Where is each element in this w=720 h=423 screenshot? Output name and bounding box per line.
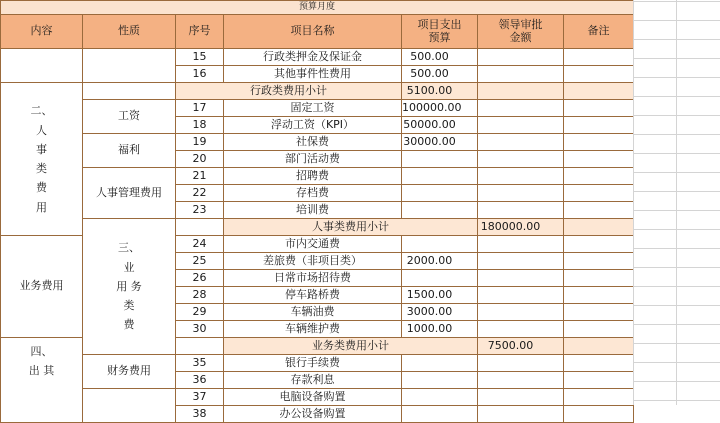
item-name-cell[interactable]: 其他事件性费用 <box>224 66 402 83</box>
approved-cell[interactable] <box>478 100 564 117</box>
item-name-cell[interactable]: 日常市场招待费 <box>224 270 402 287</box>
remark-cell[interactable] <box>564 355 634 372</box>
budget-cell[interactable] <box>402 389 478 406</box>
approved-cell[interactable] <box>478 287 564 304</box>
section-other-label: 四、 出 其 <box>28 345 55 378</box>
nature-salary[interactable]: 工资 <box>83 100 176 134</box>
seq-cell[interactable]: 29 <box>176 304 224 321</box>
subtotal-label-personnel[interactable]: 人事类费用小计 <box>224 219 478 236</box>
item-name-cell[interactable]: 电脑设备购置 <box>224 389 402 406</box>
header-nature[interactable]: 性质 <box>83 15 176 49</box>
remark-cell[interactable] <box>564 202 634 219</box>
item-name-cell[interactable]: 车辆维护费 <box>224 321 402 338</box>
seq-cell[interactable]: 37 <box>176 389 224 406</box>
item-name-cell[interactable]: 停车路桥费 <box>224 287 402 304</box>
remark-cell[interactable] <box>564 117 634 134</box>
empty-grid-area[interactable] <box>633 0 720 405</box>
content-cell[interactable] <box>1 49 83 83</box>
budget-cell[interactable]: 3000.00 <box>402 304 478 321</box>
item-name-cell[interactable]: 浮动工资（KPI） <box>224 117 402 134</box>
approved-cell[interactable] <box>478 185 564 202</box>
seq-cell[interactable]: 20 <box>176 151 224 168</box>
nature-cell[interactable] <box>176 219 224 236</box>
seq-cell[interactable]: 16 <box>176 66 224 83</box>
nature-finance[interactable]: 财务费用 <box>83 355 176 389</box>
remark-cell[interactable] <box>564 270 634 287</box>
subtotal-budget-business[interactable]: 7500.00 <box>478 338 564 355</box>
approved-cell[interactable] <box>478 49 564 66</box>
seq-cell[interactable]: 36 <box>176 372 224 389</box>
budget-cell[interactable]: 1000.00 <box>402 321 478 338</box>
section-business[interactable] <box>83 219 176 355</box>
approved-cell[interactable] <box>478 253 564 270</box>
item-name-cell[interactable]: 招聘费 <box>224 168 402 185</box>
approved-cell[interactable] <box>478 304 564 321</box>
seq-cell[interactable]: 21 <box>176 168 224 185</box>
seq-cell[interactable]: 30 <box>176 321 224 338</box>
approved-cell[interactable] <box>478 355 564 372</box>
remark-cell[interactable] <box>564 83 634 100</box>
sheet-title[interactable]: 预算月度 <box>1 1 634 15</box>
remark-cell[interactable] <box>564 321 634 338</box>
approved-cell[interactable] <box>478 202 564 219</box>
remark-cell[interactable] <box>564 406 634 423</box>
remark-cell[interactable] <box>564 168 634 185</box>
approved-cell[interactable] <box>478 236 564 253</box>
remark-cell[interactable] <box>564 287 634 304</box>
item-name-cell[interactable]: 培训费 <box>224 202 402 219</box>
seq-cell[interactable]: 28 <box>176 287 224 304</box>
nature-welfare[interactable]: 福利 <box>83 134 176 168</box>
budget-cell[interactable] <box>402 236 478 253</box>
subtotal-label-business[interactable]: 业务类费用小计 <box>224 338 478 355</box>
item-name-cell[interactable]: 存档费 <box>224 185 402 202</box>
approved-cell[interactable] <box>478 372 564 389</box>
seq-cell[interactable]: 17 <box>176 100 224 117</box>
approved-cell[interactable] <box>478 270 564 287</box>
subtotal-budget-personnel[interactable]: 180000.00 <box>478 219 564 236</box>
budget-cell[interactable]: 2000.00 <box>402 253 478 270</box>
header-budget[interactable]: 项目支出 预算 <box>402 15 478 49</box>
section-other[interactable] <box>1 338 83 423</box>
remark-cell[interactable] <box>564 389 634 406</box>
approved-cell[interactable] <box>478 134 564 151</box>
item-name-cell[interactable]: 存款利息 <box>224 372 402 389</box>
nature-cell[interactable] <box>83 83 176 100</box>
nature-cell[interactable] <box>83 49 176 83</box>
budget-cell[interactable] <box>402 372 478 389</box>
item-name-cell[interactable]: 行政类押金及保证金 <box>224 49 402 66</box>
seq-cell[interactable]: 38 <box>176 406 224 423</box>
remark-cell[interactable] <box>564 151 634 168</box>
section-business-label-a: 三、 <box>118 241 140 255</box>
budget-cell[interactable] <box>402 151 478 168</box>
approved-cell[interactable] <box>478 151 564 168</box>
item-name-cell[interactable]: 差旅费（非项目类） <box>224 253 402 270</box>
approved-cell[interactable] <box>478 117 564 134</box>
header-approved[interactable]: 领导审批 金额 <box>478 15 564 49</box>
seq-cell[interactable]: 35 <box>176 355 224 372</box>
budget-cell[interactable]: 30000.00 <box>402 134 478 151</box>
header-seq[interactable]: 序号 <box>176 15 224 49</box>
budget-cell[interactable]: 1500.00 <box>402 287 478 304</box>
subtotal-budget-admin[interactable]: 5100.00 <box>402 83 478 100</box>
seq-cell[interactable]: 18 <box>176 117 224 134</box>
section-personnel-label: 二、 人 事 类 费 用 <box>30 104 53 214</box>
budget-cell[interactable]: 50000.00 <box>402 117 478 134</box>
budget-cell[interactable]: 500.00 <box>402 66 478 83</box>
header-content[interactable]: 内容 <box>1 15 83 49</box>
item-name-cell[interactable]: 办公设备购置 <box>224 406 402 423</box>
approved-cell[interactable] <box>478 83 564 100</box>
seq-cell[interactable]: 15 <box>176 49 224 66</box>
approved-cell[interactable] <box>478 168 564 185</box>
item-name-cell[interactable]: 部门活动费 <box>224 151 402 168</box>
approved-cell[interactable] <box>478 66 564 83</box>
header-remark[interactable]: 备注 <box>564 15 634 49</box>
grid-column-line <box>676 0 677 405</box>
budget-cell[interactable] <box>402 202 478 219</box>
remark-cell[interactable] <box>564 253 634 270</box>
seq-cell[interactable]: 23 <box>176 202 224 219</box>
item-name-cell[interactable]: 市内交通费 <box>224 236 402 253</box>
remark-cell[interactable] <box>564 134 634 151</box>
budget-cell[interactable] <box>402 270 478 287</box>
item-name-cell[interactable]: 社保费 <box>224 134 402 151</box>
remark-cell[interactable] <box>564 185 634 202</box>
remark-cell[interactable] <box>564 66 634 83</box>
seq-cell[interactable]: 22 <box>176 185 224 202</box>
item-name-cell[interactable]: 银行手续费 <box>224 355 402 372</box>
remark-cell[interactable] <box>564 100 634 117</box>
remark-cell[interactable] <box>564 304 634 321</box>
budget-cell[interactable] <box>402 355 478 372</box>
remark-cell[interactable] <box>564 372 634 389</box>
nature-cell[interactable] <box>176 338 224 355</box>
budget-cell[interactable]: 100000.00 <box>402 100 478 117</box>
subtotal-label-admin[interactable]: 行政类费用小计 <box>176 83 402 100</box>
budget-cell[interactable] <box>402 406 478 423</box>
approved-cell[interactable] <box>564 338 634 355</box>
seq-cell[interactable]: 25 <box>176 253 224 270</box>
approved-cell[interactable] <box>478 321 564 338</box>
seq-cell[interactable]: 24 <box>176 236 224 253</box>
item-name-cell[interactable]: 车辆油费 <box>224 304 402 321</box>
nature-business[interactable]: 业务费用 <box>1 236 83 338</box>
approved-cell[interactable] <box>478 406 564 423</box>
remark-cell[interactable] <box>564 236 634 253</box>
header-item-name[interactable]: 项目名称 <box>224 15 402 49</box>
seq-cell[interactable]: 26 <box>176 270 224 287</box>
budget-cell[interactable] <box>402 185 478 202</box>
budget-cell[interactable] <box>402 168 478 185</box>
nature-hr-management[interactable]: 人事管理费用 <box>83 168 176 219</box>
approved-cell[interactable] <box>478 389 564 406</box>
section-business-label-b: 业 用 务 类 费 <box>116 260 142 332</box>
approved-cell[interactable] <box>564 219 634 236</box>
item-name-cell[interactable]: 固定工资 <box>224 100 402 117</box>
remark-cell[interactable] <box>564 49 634 66</box>
budget-cell[interactable]: 500.00 <box>402 49 478 66</box>
nature-cell[interactable] <box>83 389 176 423</box>
section-personnel[interactable] <box>1 83 83 236</box>
seq-cell[interactable]: 19 <box>176 134 224 151</box>
